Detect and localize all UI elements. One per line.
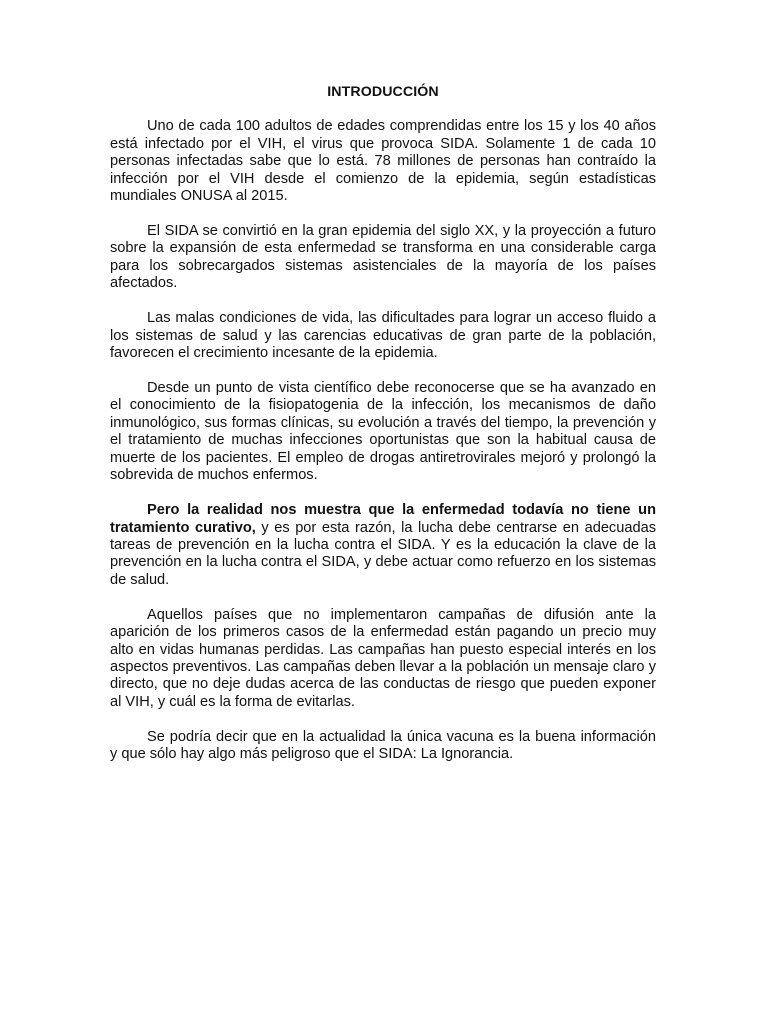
paragraph-4: Desde un punto de vista científico debe reconocerse que se ha avanzado en el conocimiento de la fisiopatogenia de la infección, los mecanismos de daño inmunológico, sus formas clínicas, su evolución a través del tiempo, la prevención y el tratamiento de muchas infecciones oportunistas que son la habitual causa de muerte de los pacientes. El empleo de drogas antiretrovirales mejoró y prolongó la sobrevida de muchos enfermos. [110, 380, 656, 484]
paragraph-3: Las malas condiciones de vida, las dificultades para lograr un acceso fluido a los sistemas de salud y las carencias educativas de gran parte de la población, favorecen el crecimiento incesante de la epidemia. [110, 310, 656, 362]
paragraph-6: Aquellos países que no implementaron campañas de difusión ante la aparición de los primeros casos de la enfermedad están pagando un precio muy alto en vidas humanas perdidas. Las campañas han puesto especial interés en los aspectos preventivos. Las campañas deben llevar a la población un mensaje claro y directo, que no deje dudas acerca de las conductas de riesgo que pueden exponer al VIH, y cuál es la forma de evitarlas. [110, 606, 656, 710]
paragraph-5 [110, 502, 656, 589]
document-body [110, 84, 656, 781]
paragraph-1: Uno de cada 100 adultos de edades comprendidas entre los 15 y los 40 años está infectado por el VIH, el virus que provoca SIDA. Solamente 1 de cada 10 personas infectadas sabe que lo está. 78 millones de personas han contraído la infección por el VIH desde el comienzo de la epidemia, según estadísticas mundiales ONUSA al 2015. [110, 118, 656, 205]
paragraph-7: Se podría decir que en la actualidad la única vacuna es la buena información y que sólo hay algo más peligroso que el SIDA: La Ignorancia. [110, 728, 656, 763]
paragraph-2: El SIDA se convirtió en la gran epidemia del siglo XX, y la proyección a futuro sobre la expansión de esta enfermedad se transforma en una considerable carga para los sobrecargados sistemas asistenciales de la mayoría de los países afectados. [110, 223, 656, 292]
paragraph-5-text: y es por esta razón, la lucha debe centrarse en adecuadas tareas de prevención en la lucha contra el SIDA. Y es la educación la clave de la prevención en la lucha contra el SIDA, y debe actuar como refuerzo en los sistemas de salud. [110, 519, 656, 588]
paragraph-5-emphasis: Pero la realidad nos muestra que la enfermedad todavía no tiene un tratamiento curativo, [110, 502, 656, 536]
document-title: INTRODUCCIÓN [327, 84, 439, 100]
